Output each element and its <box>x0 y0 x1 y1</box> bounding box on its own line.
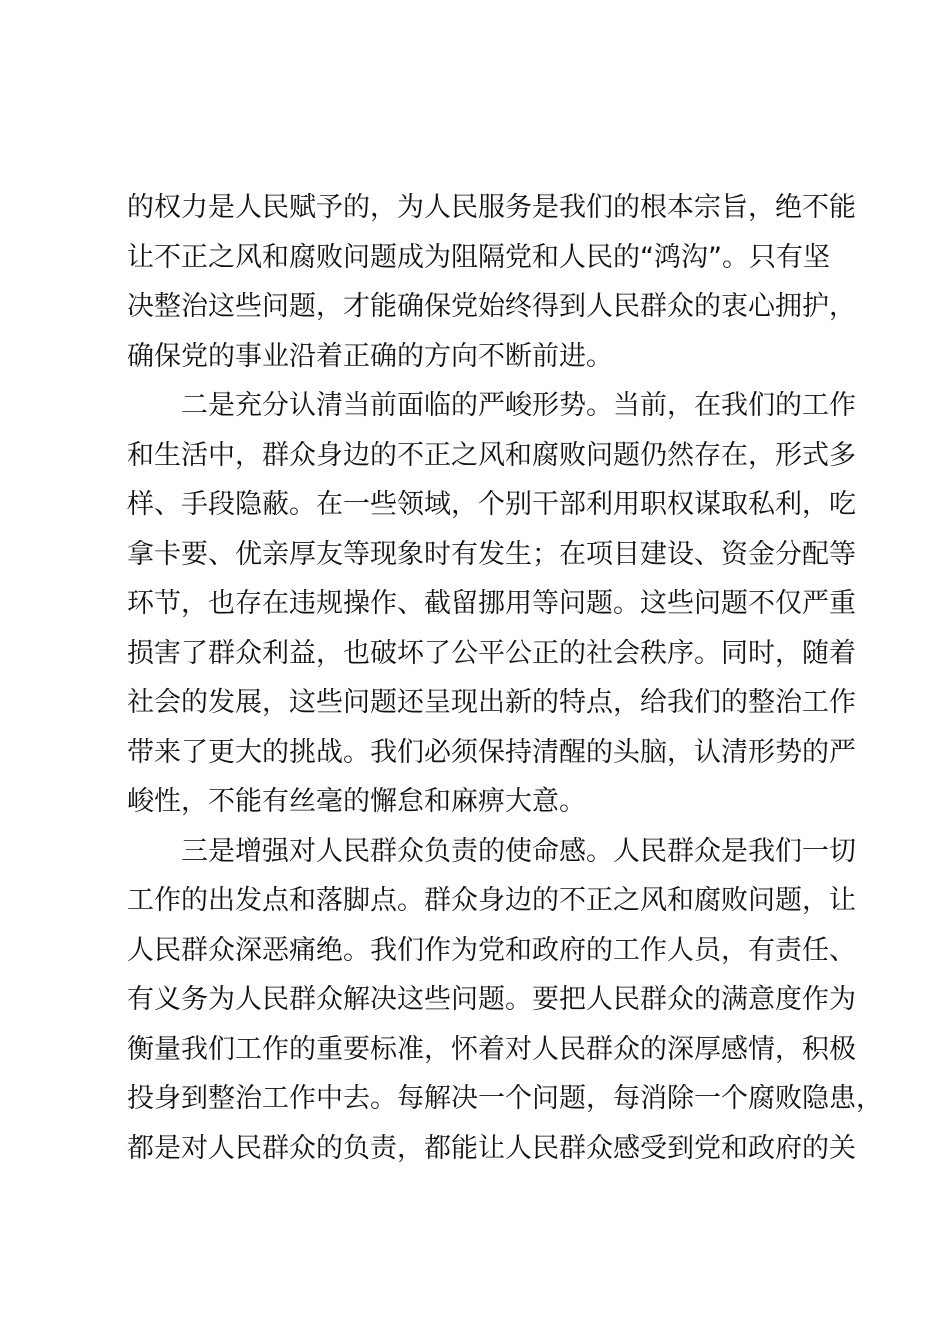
text-line: 三是增强对人民群众负责的使命感。人民群众是我们一切 <box>181 835 856 867</box>
text-line: 确保党的事业沿着正确的方向不断前进。 <box>127 340 613 372</box>
text-line: 拿卡要、优亲厚友等现象时有发生；在项目建设、资金分配等 <box>127 538 856 570</box>
text-line: 二是充分认清当前面临的严峻形势。当前，在我们的工作 <box>181 390 856 421</box>
text-line: 样、手段隐蔽。在一些领域，个别干部利用职权谋取私利，吃 <box>127 489 856 520</box>
text-line: 的权力是人民赋予的，为人民服务是我们的根本宗旨，绝不能 <box>127 192 856 223</box>
text-line: 有义务为人民群众解决这些问题。要把人民群众的满意度作为 <box>127 984 856 1015</box>
text-line: 投身到整治工作中去。每解决一个问题，每消除一个腐败隐患， <box>127 1083 883 1114</box>
text-line: 环节，也存在违规操作、截留挪用等问题。这些问题不仅严重 <box>127 588 856 619</box>
body-text <box>127 183 883 1173</box>
text-line: 损害了群众利益，也破坏了公平公正的社会秩序。同时，随着 <box>127 637 856 669</box>
text-line: 人民群众深恶痛绝。我们作为党和政府的工作人员，有责任、 <box>127 934 856 966</box>
text-line: 决整治这些问题，才能确保党始终得到人民群众的衷心拥护， <box>127 291 856 322</box>
text-line: 让不正之风和腐败问题成为阻隔党和人民的“鸿沟”。只有坚 <box>127 241 830 273</box>
text-line: 社会的发展，这些问题还呈现出新的特点，给我们的整治工作 <box>127 687 856 718</box>
text-line: 衡量我们工作的重要标准，怀着对人民群众的深厚感情，积极 <box>127 1033 856 1065</box>
text-line: 峻性，不能有丝毫的懈怠和麻痹大意。 <box>127 786 586 817</box>
text-line: 工作的出发点和落脚点。群众身边的不正之风和腐败问题，让 <box>127 885 856 916</box>
text-line: 和生活中，群众身边的不正之风和腐败问题仍然存在，形式多 <box>127 439 856 471</box>
text-line: 带来了更大的挑战。我们必须保持清醒的头脑，认清形势的严 <box>127 736 856 768</box>
text-line: 都是对人民群众的负责，都能让人民群众感受到党和政府的关 <box>127 1132 856 1164</box>
